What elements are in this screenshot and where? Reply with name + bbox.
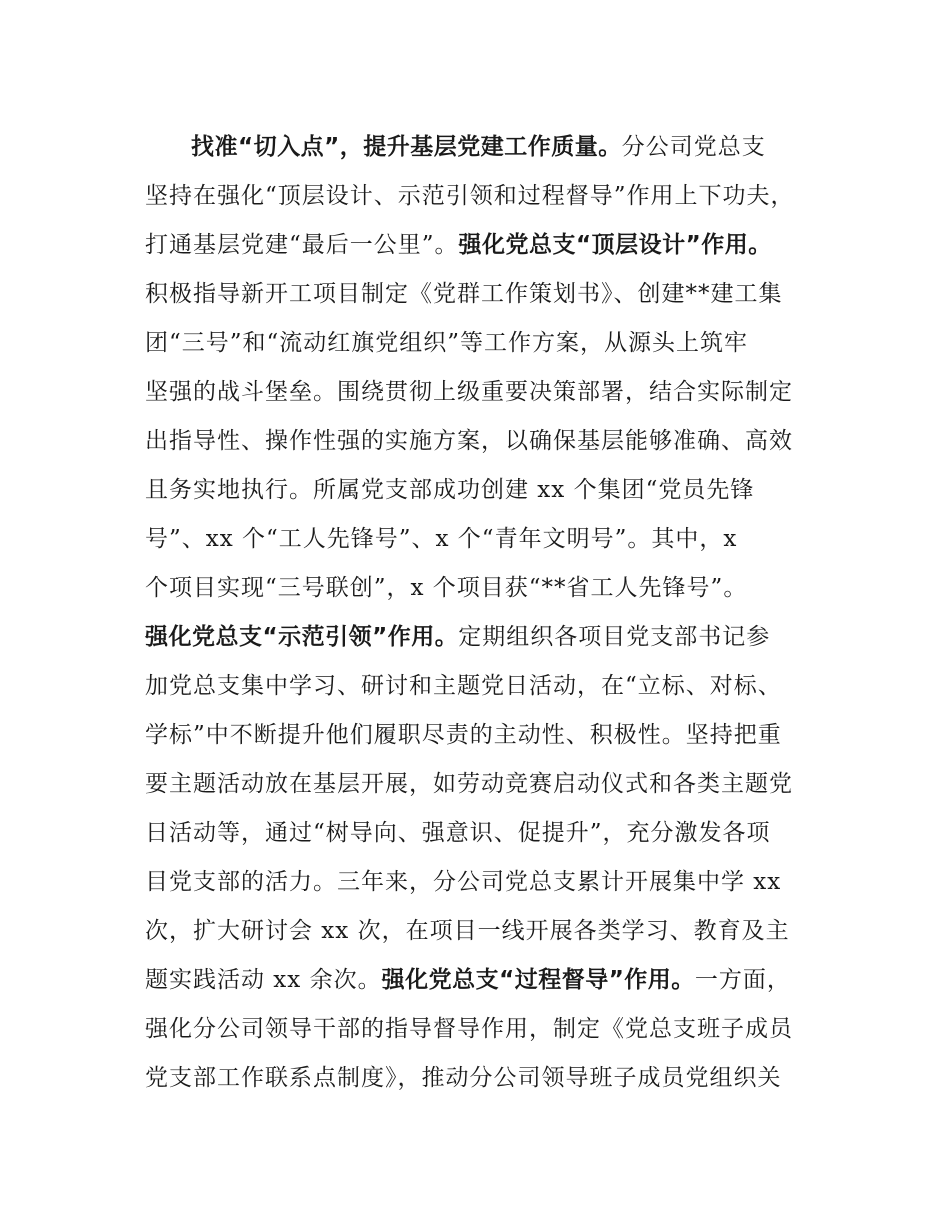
text-run: 打通基层党建“最后一公里”。 <box>145 232 459 258</box>
text-line-5 <box>145 319 835 368</box>
text-run: 加党总支集中学习、研讨和主题党日活动，在“立标、对标、 <box>145 673 782 699</box>
text-run: 定期组织各项目党支部书记参 <box>458 624 771 650</box>
text-run: 日活动等，通过“树导向、强意识、促提升”，充分激发各项 <box>145 820 771 846</box>
text-run: 目党支部的活力。三年来，分公司党总支累计开展集中学 xx <box>145 869 782 895</box>
text-run: 出指导性、操作性强的实施方案，以确保基层能够准确、高效 <box>145 428 793 454</box>
text-line-9 <box>145 515 835 564</box>
text-run: 团“三号”和“流动红旗党组织”等工作方案，从源头上筑牢 <box>145 330 749 356</box>
bold-heading: 强化党总支“过程督导”作用。 <box>381 967 695 993</box>
text-line-14 <box>145 760 835 809</box>
text-run: 要主题活动放在基层开展，如劳动竞赛启动仪式和各类主题党 <box>145 771 793 797</box>
text-line-16 <box>145 858 835 907</box>
text-line-4 <box>145 270 835 319</box>
text-run: 号”、xx 个“工人先锋号”、x 个“青年文明号”。其中，x <box>145 526 738 552</box>
text-line-6 <box>145 368 835 417</box>
text-line-17 <box>145 907 835 956</box>
text-run: 党支部工作联系点制度》，推动分公司领导班子成员党组织关 <box>145 1065 782 1091</box>
text-line-18 <box>145 956 835 1005</box>
bold-heading: 强化党总支“示范引领”作用。 <box>145 624 459 650</box>
text-run: 强化分公司领导干部的指导督导作用，制定《党总支班子成员 <box>145 1016 793 1042</box>
text-run: 学标”中不断提升他们履职尽责的主动性、积极性。坚持把重 <box>145 722 782 748</box>
text-run: 题实践活动 xx 余次。 <box>145 967 382 993</box>
document-body <box>145 123 835 1103</box>
text-line-15 <box>145 809 835 858</box>
text-run: 次，扩大研讨会 xx 次，在项目一线开展各类学习、教育及主 <box>145 918 790 944</box>
text-line-1 <box>145 123 835 172</box>
bold-heading: 找准“切入点”，提升基层党建工作质量。 <box>191 134 622 160</box>
text-line-11 <box>145 613 835 662</box>
text-line-8 <box>145 466 835 515</box>
text-line-13 <box>145 711 835 760</box>
text-line-19 <box>145 1005 835 1054</box>
text-run: 坚持在强化“顶层设计、示范引领和过程督导”作用上下功夫， <box>145 183 795 209</box>
text-run: 积极指导新开工项目制定《党群工作策划书》、创建**建工集 <box>145 281 783 307</box>
text-run: 坚强的战斗堡垒。围绕贯彻上级重要决策部署，结合实际制定 <box>145 379 793 405</box>
bold-heading: 强化党总支“顶层设计”作用。 <box>458 232 772 258</box>
text-run: 个项目实现“三号联创”，x 个项目获“**省工人先锋号”。 <box>145 575 748 601</box>
text-line-3 <box>145 221 835 270</box>
text-line-20 <box>145 1054 835 1103</box>
text-run: 且务实地执行。所属党支部成功创建 xx 个集团“党员先锋 <box>145 477 755 503</box>
text-line-2 <box>145 172 835 221</box>
text-run: 一方面， <box>694 967 791 993</box>
text-line-10 <box>145 564 835 613</box>
text-line-12 <box>145 662 835 711</box>
text-run: 分公司党总支 <box>621 134 766 160</box>
text-line-7 <box>145 417 835 466</box>
